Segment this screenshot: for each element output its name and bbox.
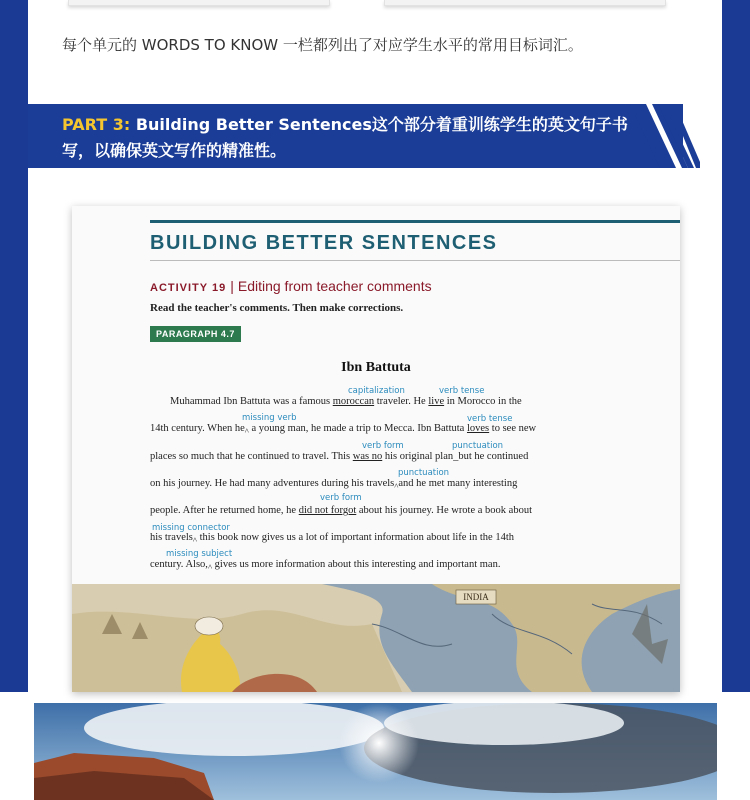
comment-verb-form: verb form [320,493,362,503]
textbook-page-sample [72,206,680,692]
part-description: 这个部分着重训练学生的英文句子书写，以确保英文写作的精准性。 [62,115,628,160]
comment-verb-tense: verb tense [439,386,485,396]
part-label: PART 3: [62,115,131,134]
comment-missing-connector: missing connector [152,523,230,533]
essay-line: 14th century. When $he_{\^{}}$ a young man, he made a trip to Mecca. Ibn Battuta loves to see new [150,423,537,437]
comment-punctuation: punctuation [398,468,450,478]
activity-heading [150,278,432,294]
essay-line: his travels$_{\^{}}$ this book now gives us a lot of important information about life in the 14th [150,532,514,546]
comment-verb-form: verb form [362,441,404,451]
activity-label: ACTIVITY 19 [150,282,227,294]
landscape-photo [34,703,717,800]
part-heading: Building Better Sentences [130,115,372,134]
section-title: BUILDING BETTER SENTENCES [150,232,498,254]
essay-title: Ibn Battuta [341,360,411,375]
essay-line: century. $Also,_{\^{}}$ gives us more information about this interesting and important man. [150,559,501,573]
banner-heading [62,112,642,164]
comment-missing-subject: missing subject [166,549,233,559]
divider [150,260,680,261]
comment-capitalization: capitalization [348,386,405,396]
activity-separator: | [230,278,234,294]
paragraph-badge: PARAGRAPH 4.7 [150,326,241,342]
previous-card-left [68,0,330,6]
comment-verb-tense: verb tense [467,414,513,424]
activity-instructions: Read the teacher's comments. Then make corrections. [150,302,404,314]
essay-line: on his journey. He had many adventures during his travels$_{\^{}}$and he met many interesting [150,478,518,492]
section-rule [150,220,680,223]
map-label-india: INDIA [463,592,489,602]
essay-line: people. After he returned home, he did not forgot about his journey. He wrote a book about [150,505,533,516]
comment-missing-verb: missing verb [242,413,297,423]
comment-punctuation: punctuation [452,441,504,451]
previous-card-right [384,0,666,6]
essay-line: Muhammad Ibn Battuta was a famous moroccan traveler. He live in Morocco in the [170,396,522,407]
essay-line: places so much that he continued to travel. This was no his original plan_but he continued [150,451,529,462]
activity-title: Editing from teacher comments [237,278,432,294]
ibn-battuta-map-illustration [72,584,680,692]
intro-text: 每个单元的 WORDS TO KNOW 一栏都列出了对应学生水平的常用目标词汇。 [62,36,583,54]
